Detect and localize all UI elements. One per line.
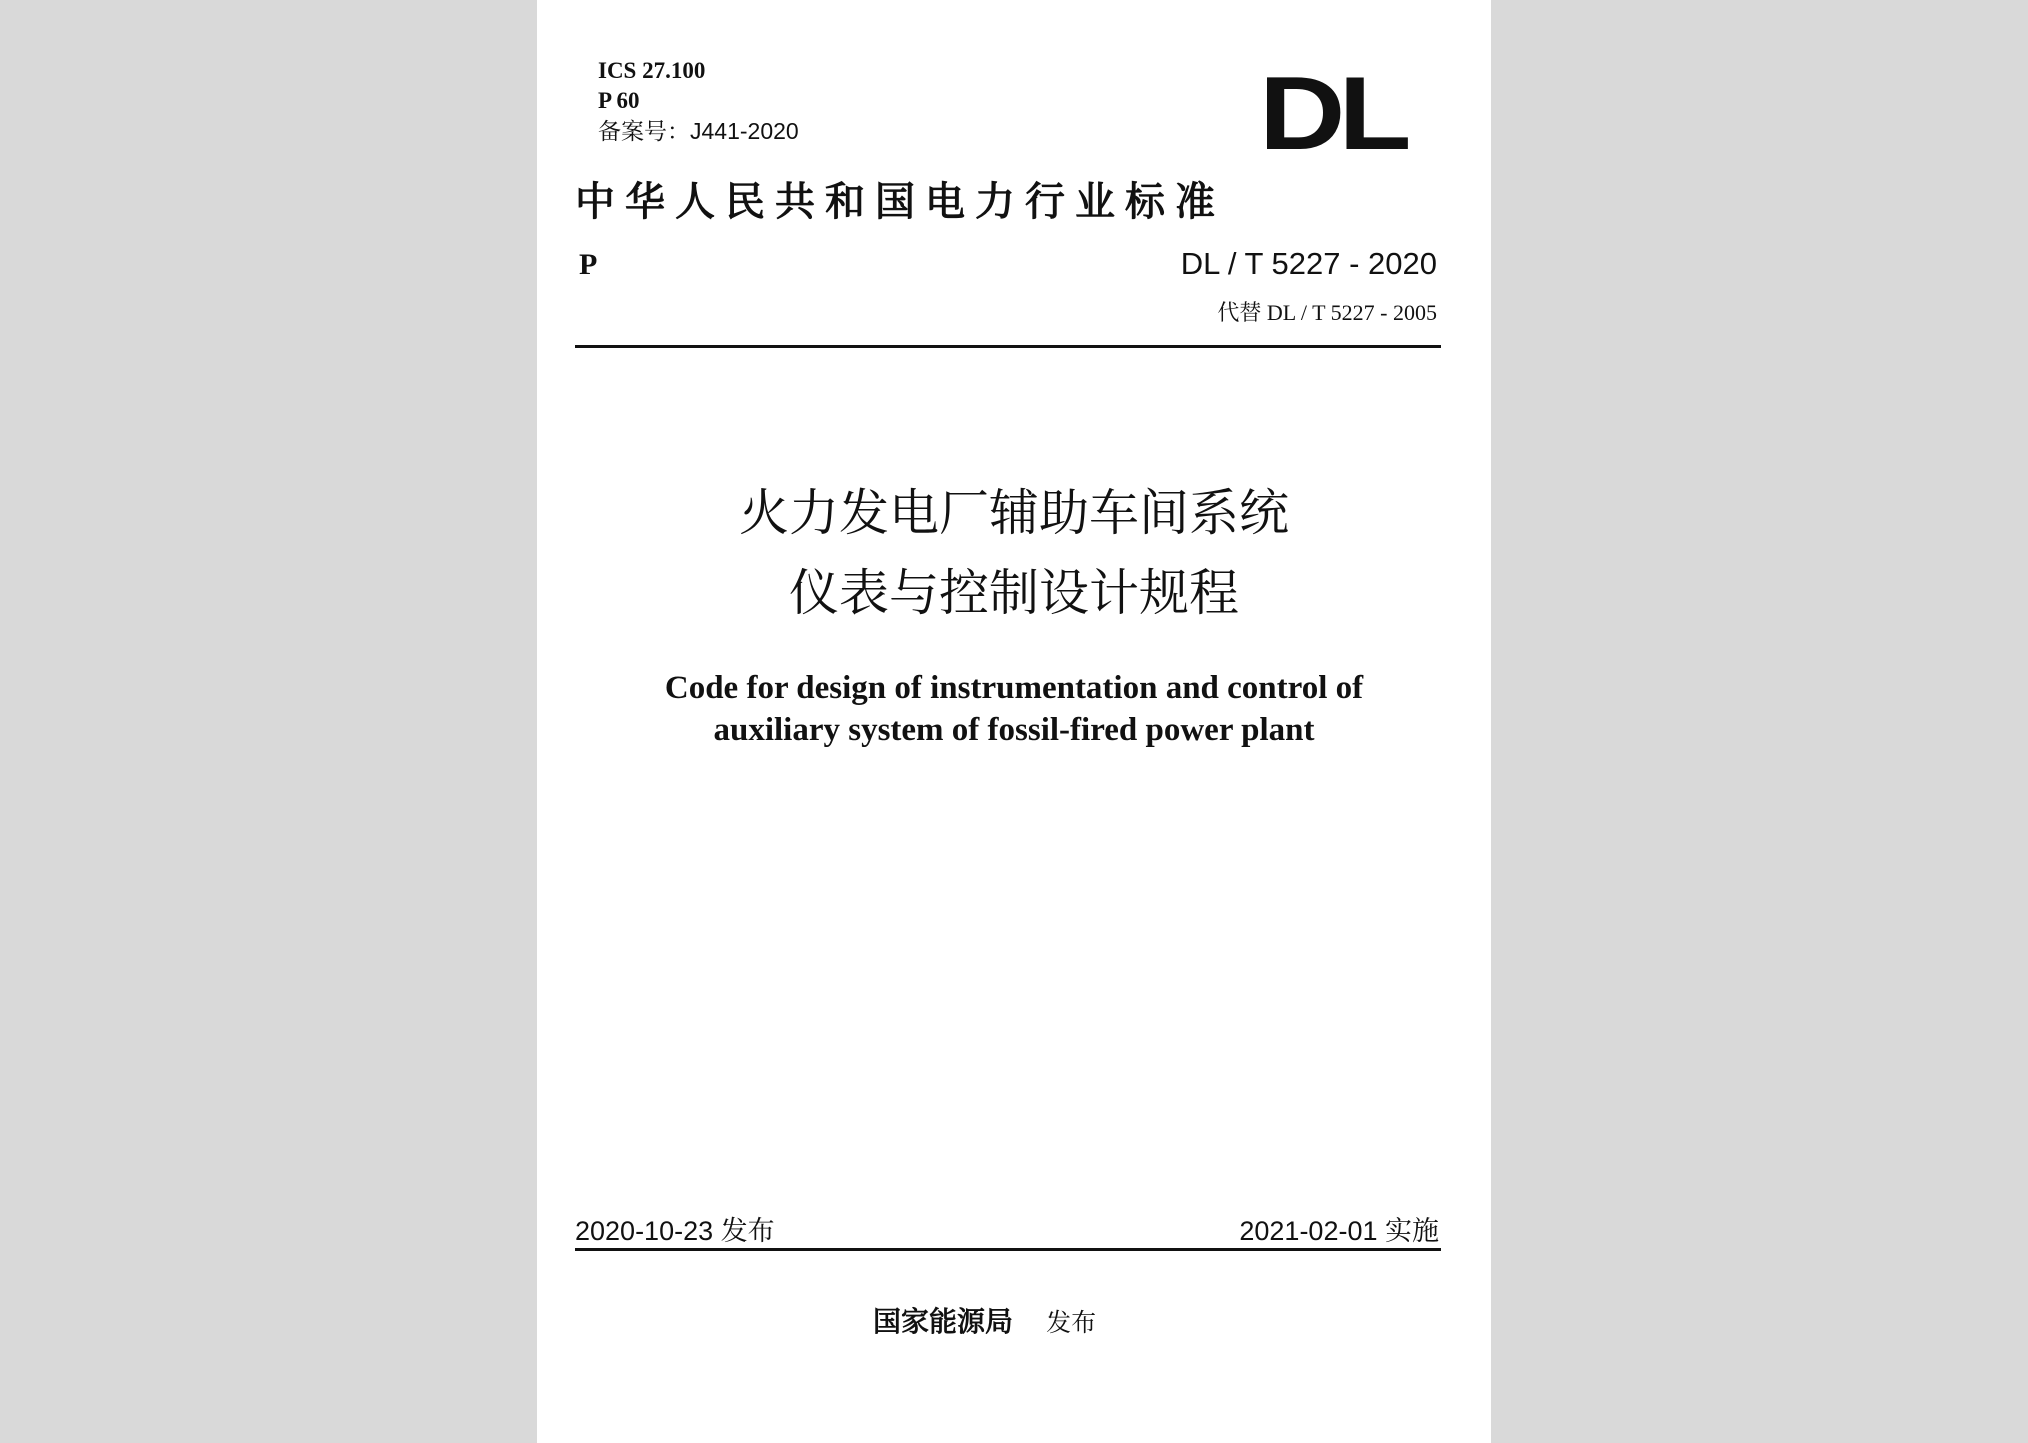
dl-logo: DL (1259, 56, 1405, 172)
ics-code: ICS 27.100 (598, 58, 706, 83)
issuer-name: 国家能源局 (873, 1305, 1014, 1338)
header-divider (575, 345, 1441, 348)
issue-date: 2020-10-23 发布 (575, 1216, 775, 1246)
standard-cover-page (537, 0, 1491, 1443)
filing-number (598, 116, 799, 146)
title-en-line-1: Code for design of instrumentation and control of (664, 670, 1364, 706)
issuer-action: 发布 (1046, 1308, 1097, 1337)
replaces-standard: 代替 DL / T 5227 - 2005 (1217, 300, 1437, 325)
title-cn-line-2: 仪表与控制设计规程 (789, 564, 1239, 622)
title-en-line-2: auxiliary system of fossil-fired power plant (713, 712, 1315, 748)
ccs-code: P 60 (598, 88, 640, 113)
effective-date: 2021-02-01 实施 (1239, 1216, 1439, 1246)
footer-divider (575, 1248, 1441, 1251)
issuer-line (873, 1300, 1096, 1340)
filing-value: J441-2020 (690, 118, 799, 144)
title-cn-line-1: 火力发电厂辅助车间系统 (739, 484, 1289, 542)
filing-label: 备案号： (598, 118, 690, 144)
industry-standard-heading: 中华人民共和国电力行业标准 (575, 179, 1225, 225)
standard-number: DL / T 5227 - 2020 (1180, 246, 1437, 281)
standard-category: P (579, 248, 598, 281)
